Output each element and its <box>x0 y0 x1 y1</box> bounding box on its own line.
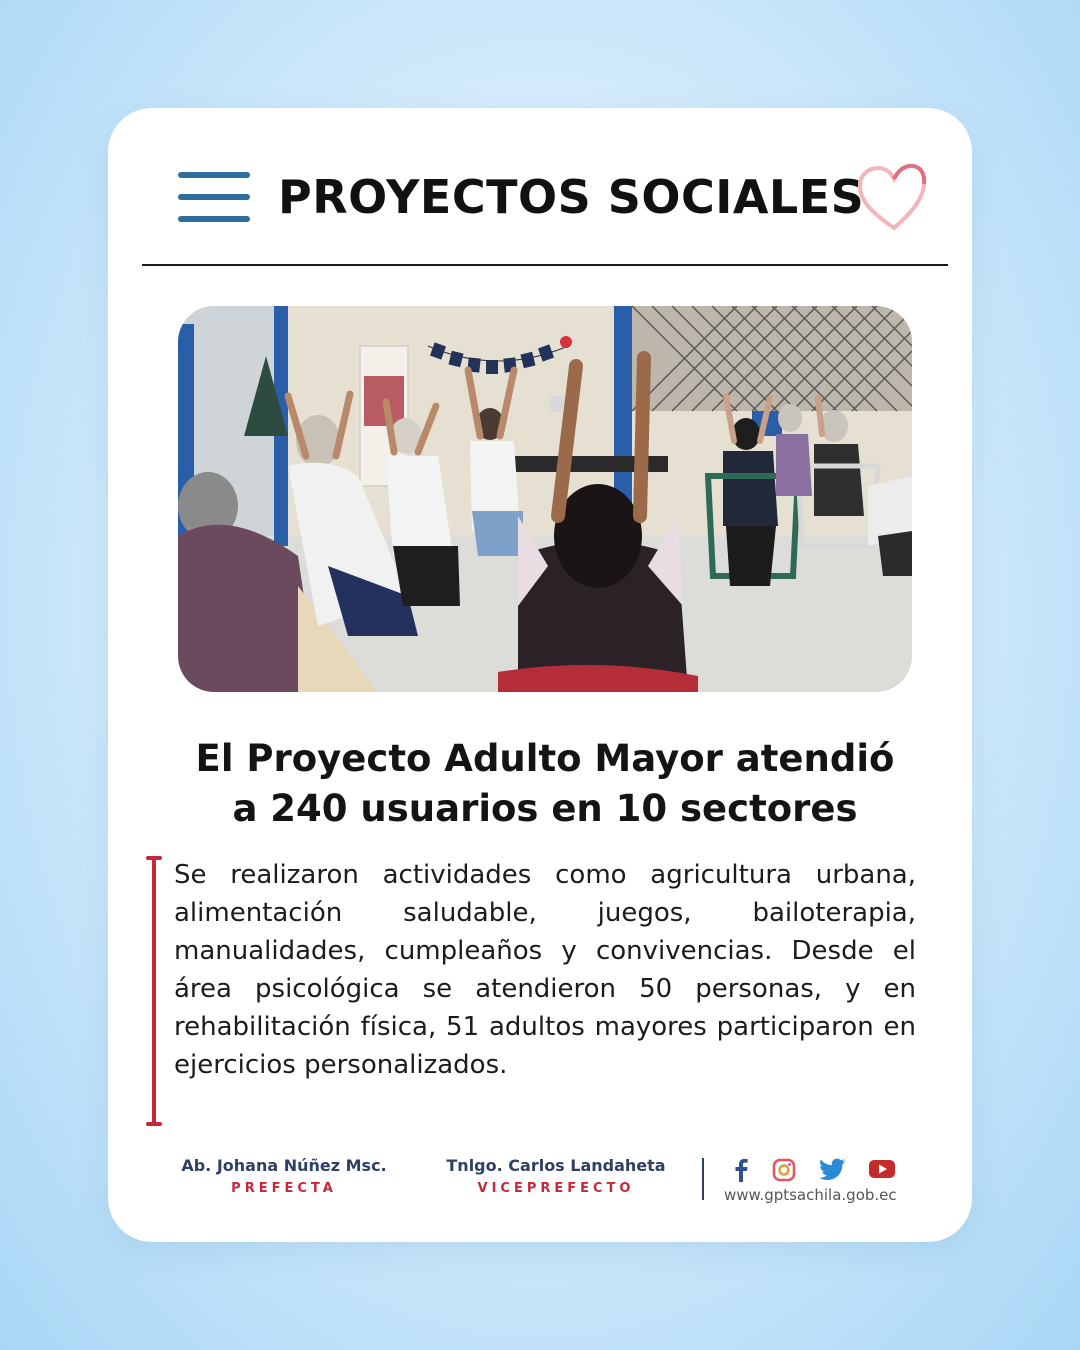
post-card <box>108 108 972 1242</box>
header-divider <box>142 264 948 266</box>
quote-rule <box>152 856 156 1126</box>
youtube-icon[interactable] <box>868 1158 896 1180</box>
signatory-name: Ab. Johana Núñez Msc. <box>181 1156 387 1175</box>
headline <box>148 734 942 834</box>
signatory-name: Tnlgo. Carlos Landaheta <box>446 1156 666 1175</box>
signatory-role: PREFECTA <box>231 1181 337 1196</box>
instagram-icon[interactable] <box>772 1158 796 1182</box>
body-paragraph: Se realizaron actividades como agricultura urbana, alimentación saludable, juegos, bailoterapia, manualidades, cumpleaños y convivencias. Desde el área psicológica se atendieron 50 personas, y en rehabilitación física, 51 adultos mayores participaron en ejercicios personalizados. <box>174 860 916 1080</box>
facebook-icon[interactable] <box>732 1158 750 1182</box>
signatory-role: VICEPREFECTO <box>477 1181 635 1196</box>
headline-line-1: El Proyecto Adulto Mayor atendió <box>195 737 895 780</box>
heart-outline-icon <box>854 160 928 234</box>
quote-rule-bottom-cap <box>146 1122 162 1126</box>
signatory-prefecta <box>166 1156 402 1196</box>
page-title: PROYECTOS SOCIALES <box>278 170 865 224</box>
social-icons <box>732 1158 912 1182</box>
website-link[interactable]: www.gptsachila.gob.ec <box>724 1186 897 1204</box>
headline-line-2: a 240 usuarios en 10 sectores <box>232 787 858 830</box>
signatory-viceprefecto <box>436 1156 676 1196</box>
menu-icon <box>178 172 250 224</box>
twitter-icon[interactable] <box>820 1158 846 1180</box>
activity-photo <box>178 306 912 692</box>
footer-separator <box>702 1158 704 1200</box>
photo-illustration <box>178 306 912 692</box>
